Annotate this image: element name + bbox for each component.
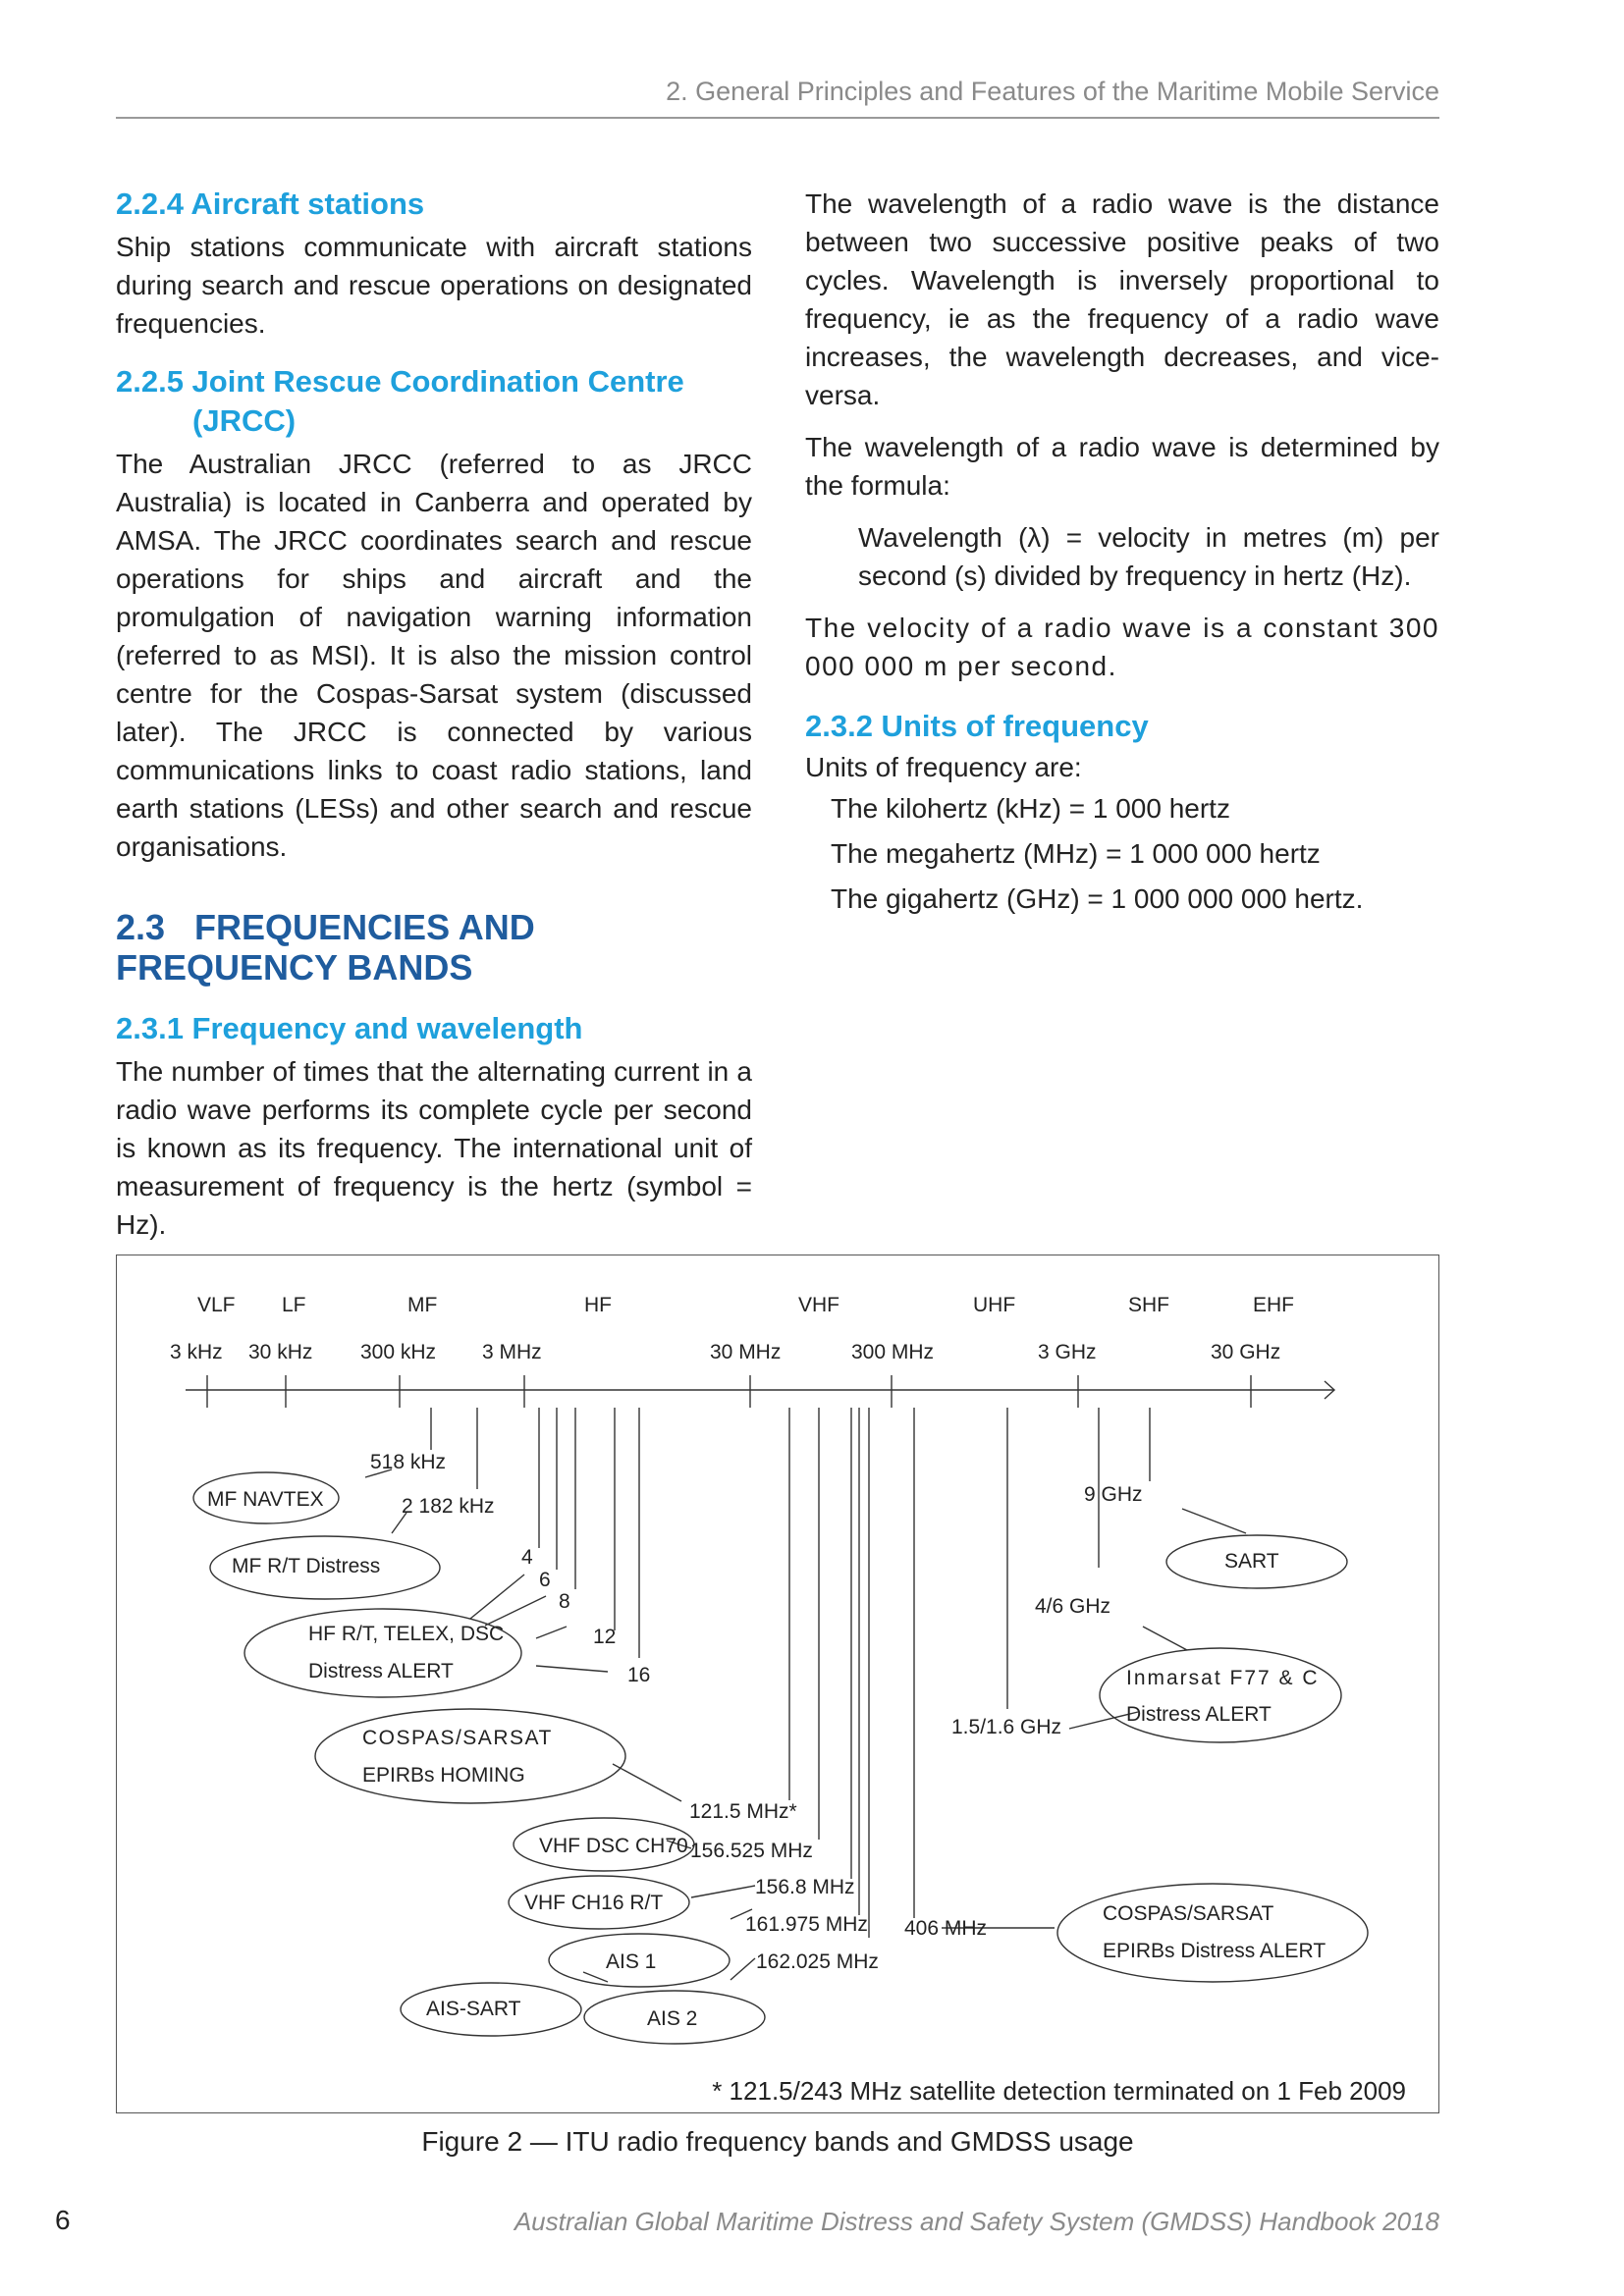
heading-2-2-5-line1: 2.2.5 Joint Rescue Coordination Centre — [116, 364, 684, 399]
unit-gigahertz: The gigahertz (GHz) = 1 000 000 000 hertz. — [831, 883, 1364, 914]
heading-2-3 — [116, 907, 752, 988]
band-label-hf: HF — [584, 1294, 612, 1316]
footer-publication-title: Australian Global Maritime Distress and Safety System (GMDSS) Handbook 2018 — [514, 2207, 1439, 2236]
paragraph-frequency: The number of times that the alternating current in a radio wave performs its complete cycle per second is known as its frequency. The international unit of measurement of frequency is the hertz (symbol = Hz). — [116, 1056, 752, 1240]
freq-label-1568mhz: 156.8 MHz — [755, 1876, 855, 1898]
service-label-inmarsat-line2: Distress ALERT — [1126, 1703, 1272, 1726]
wavelength-formula: Wavelength (λ) = velocity in metres (m) per second (s) divided by frequency in hertz (Hz). — [858, 522, 1439, 591]
band-label-shf: SHF — [1128, 1294, 1169, 1316]
freq-label-16: 16 — [627, 1664, 651, 1686]
right-column — [805, 185, 1439, 922]
service-label-ais2: AIS 2 — [647, 2007, 698, 2030]
leader-hf-6 — [485, 1596, 546, 1626]
tick-label-3khz: 3 kHz — [170, 1341, 223, 1363]
leader-inmarsat-46 — [1143, 1627, 1187, 1650]
service-label-hf-line2: Distress ALERT — [308, 1660, 454, 1682]
heading-2-3-line2: FREQUENCY BANDS — [116, 947, 473, 988]
service-label-cospas2-line2: EPIRBs Distress ALERT — [1103, 1940, 1326, 1962]
paragraph-wavelength-definition: The wavelength of a radio wave is the distance between two successive positive peaks of two cycles. Wavelength is inversely proportional to frequency, ie as the frequency of a radio wave increases, the wavelength decreases, and vice-versa. — [805, 188, 1439, 410]
paragraph-wavelength-formula-intro: The wavelength of a radio wave is determined by the formula: — [805, 432, 1439, 501]
page-number: 6 — [55, 2205, 71, 2235]
heading-2-2-5-line2: (JRCC) — [192, 403, 297, 438]
service-label-cospas2-line1: COSPAS/SARSAT — [1103, 1902, 1274, 1925]
leader-ais2 — [731, 1958, 755, 1980]
leader-hf-16 — [536, 1666, 608, 1672]
leader-hf-8 — [536, 1627, 567, 1638]
tick-label-3ghz: 3 GHz — [1038, 1341, 1097, 1363]
service-label-sart: SART — [1224, 1550, 1279, 1573]
unit-megahertz: The megahertz (MHz) = 1 000 000 hertz — [831, 838, 1321, 869]
ellipse-inmarsat — [1100, 1648, 1341, 1742]
leader-cospas-homing — [613, 1764, 681, 1801]
tick-label-30khz: 30 kHz — [248, 1341, 313, 1363]
heading-2-2-5 — [116, 362, 752, 441]
frequency-band-figure — [116, 1255, 1439, 2113]
left-column — [116, 185, 752, 1244]
freq-label-1215mhz: 121.5 MHz* — [689, 1800, 797, 1823]
service-label-aissart: AIS-SART — [426, 1998, 521, 2020]
heading-2-3-1: 2.3.1 Frequency and wavelength — [116, 1011, 583, 1045]
freq-label-1516ghz: 1.5/1.6 GHz — [951, 1716, 1062, 1738]
freq-label-406mhz: 406 MHz — [904, 1917, 988, 1940]
freq-label-9ghz: 9 GHz — [1084, 1483, 1143, 1506]
leader-hf-4 — [470, 1575, 524, 1619]
freq-label-162025mhz: 162.025 MHz — [756, 1950, 879, 1973]
freq-label-12: 12 — [593, 1626, 617, 1648]
tick-label-3mhz: 3 MHz — [482, 1341, 542, 1363]
service-label-cospas1-line1: COSPAS/SARSAT — [362, 1727, 553, 1749]
heading-2-3-2: 2.3.2 Units of frequency — [805, 709, 1149, 743]
units-intro: Units of frequency are: — [805, 752, 1082, 782]
band-label-ehf: EHF — [1253, 1294, 1294, 1316]
service-label-cospas1-line2: EPIRBs HOMING — [362, 1764, 525, 1787]
band-label-vhf: VHF — [798, 1294, 839, 1316]
service-label-vhfdsc: VHF DSC CH70 — [539, 1835, 688, 1857]
service-label-mfrt: MF R/T Distress — [232, 1555, 381, 1577]
freq-label-46ghz: 4/6 GHz — [1035, 1595, 1111, 1618]
band-label-lf: LF — [282, 1294, 306, 1316]
freq-label-156525mhz: 156.525 MHz — [690, 1840, 813, 1862]
frequency-band-diagram — [117, 1255, 1437, 2111]
freq-label-2182khz: 2 182 kHz — [402, 1495, 495, 1518]
unit-kilohertz: The kilohertz (kHz) = 1 000 hertz — [831, 793, 1230, 824]
freq-label-518khz: 518 kHz — [370, 1451, 447, 1473]
service-label-ais1: AIS 1 — [606, 1950, 657, 1973]
heading-2-3-line1: 2.3 FREQUENCIES AND — [116, 907, 535, 947]
figure-caption: Figure 2 — ITU radio frequency bands and GMDSS usage — [421, 2126, 1134, 2157]
ellipse-cospas-alert — [1057, 1884, 1368, 1982]
leader-aissart — [583, 1972, 608, 1982]
band-label-uhf: UHF — [973, 1294, 1016, 1316]
freq-label-4: 4 — [521, 1546, 533, 1569]
tick-label-30mhz: 30 MHz — [710, 1341, 782, 1363]
band-label-vlf: VLF — [197, 1294, 236, 1316]
service-label-vhf16: VHF CH16 R/T — [524, 1892, 664, 1914]
service-label-navtex: MF NAVTEX — [207, 1488, 324, 1511]
tick-label-300khz: 300 kHz — [360, 1341, 437, 1363]
running-head: 2. General Principles and Features of the Maritime Mobile Service — [666, 77, 1439, 106]
paragraph-jrcc: The Australian JRCC (referred to as JRCC Australia) is located in Canberra and operated by AMSA. The JRCC coordinates search and rescue operations for ships and aircraft and the promulgation of navigation warning information (referred to as MSI). It is also the mission control centre for the Cospas-Sarsat system (discussed later). The JRCC is connected by various communications links to coast radio stations, land earth stations (LESs) and other search and rescue organisations. — [116, 449, 752, 862]
service-label-hf-line1: HF R/T, TELEX, DSC — [308, 1623, 505, 1645]
paragraph-aircraft-stations: Ship stations communicate with aircraft stations during search and rescue operations on designated frequencies. — [116, 232, 752, 339]
service-label-inmarsat-line1: Inmarsat F77 & C — [1126, 1667, 1320, 1689]
header-rule — [116, 117, 1439, 119]
leader-vhf16 — [691, 1886, 755, 1897]
ellipse-cospas-homing — [315, 1709, 625, 1803]
freq-label-8: 8 — [559, 1590, 570, 1613]
freq-label-6: 6 — [539, 1569, 551, 1591]
tick-label-30ghz: 30 GHz — [1211, 1341, 1281, 1363]
paragraph-velocity: The velocity of a radio wave is a constant 300 000 000 m per second. — [805, 613, 1439, 681]
leader-sart — [1182, 1509, 1246, 1533]
freq-label-161975mhz: 161.975 MHz — [745, 1913, 868, 1936]
figure-footnote: * 121.5/243 MHz satellite detection terminated on 1 Feb 2009 — [712, 2076, 1406, 2106]
tick-label-300mhz: 300 MHz — [851, 1341, 935, 1363]
band-label-mf: MF — [407, 1294, 438, 1316]
heading-2-2-4: 2.2.4 Aircraft stations — [116, 187, 425, 221]
